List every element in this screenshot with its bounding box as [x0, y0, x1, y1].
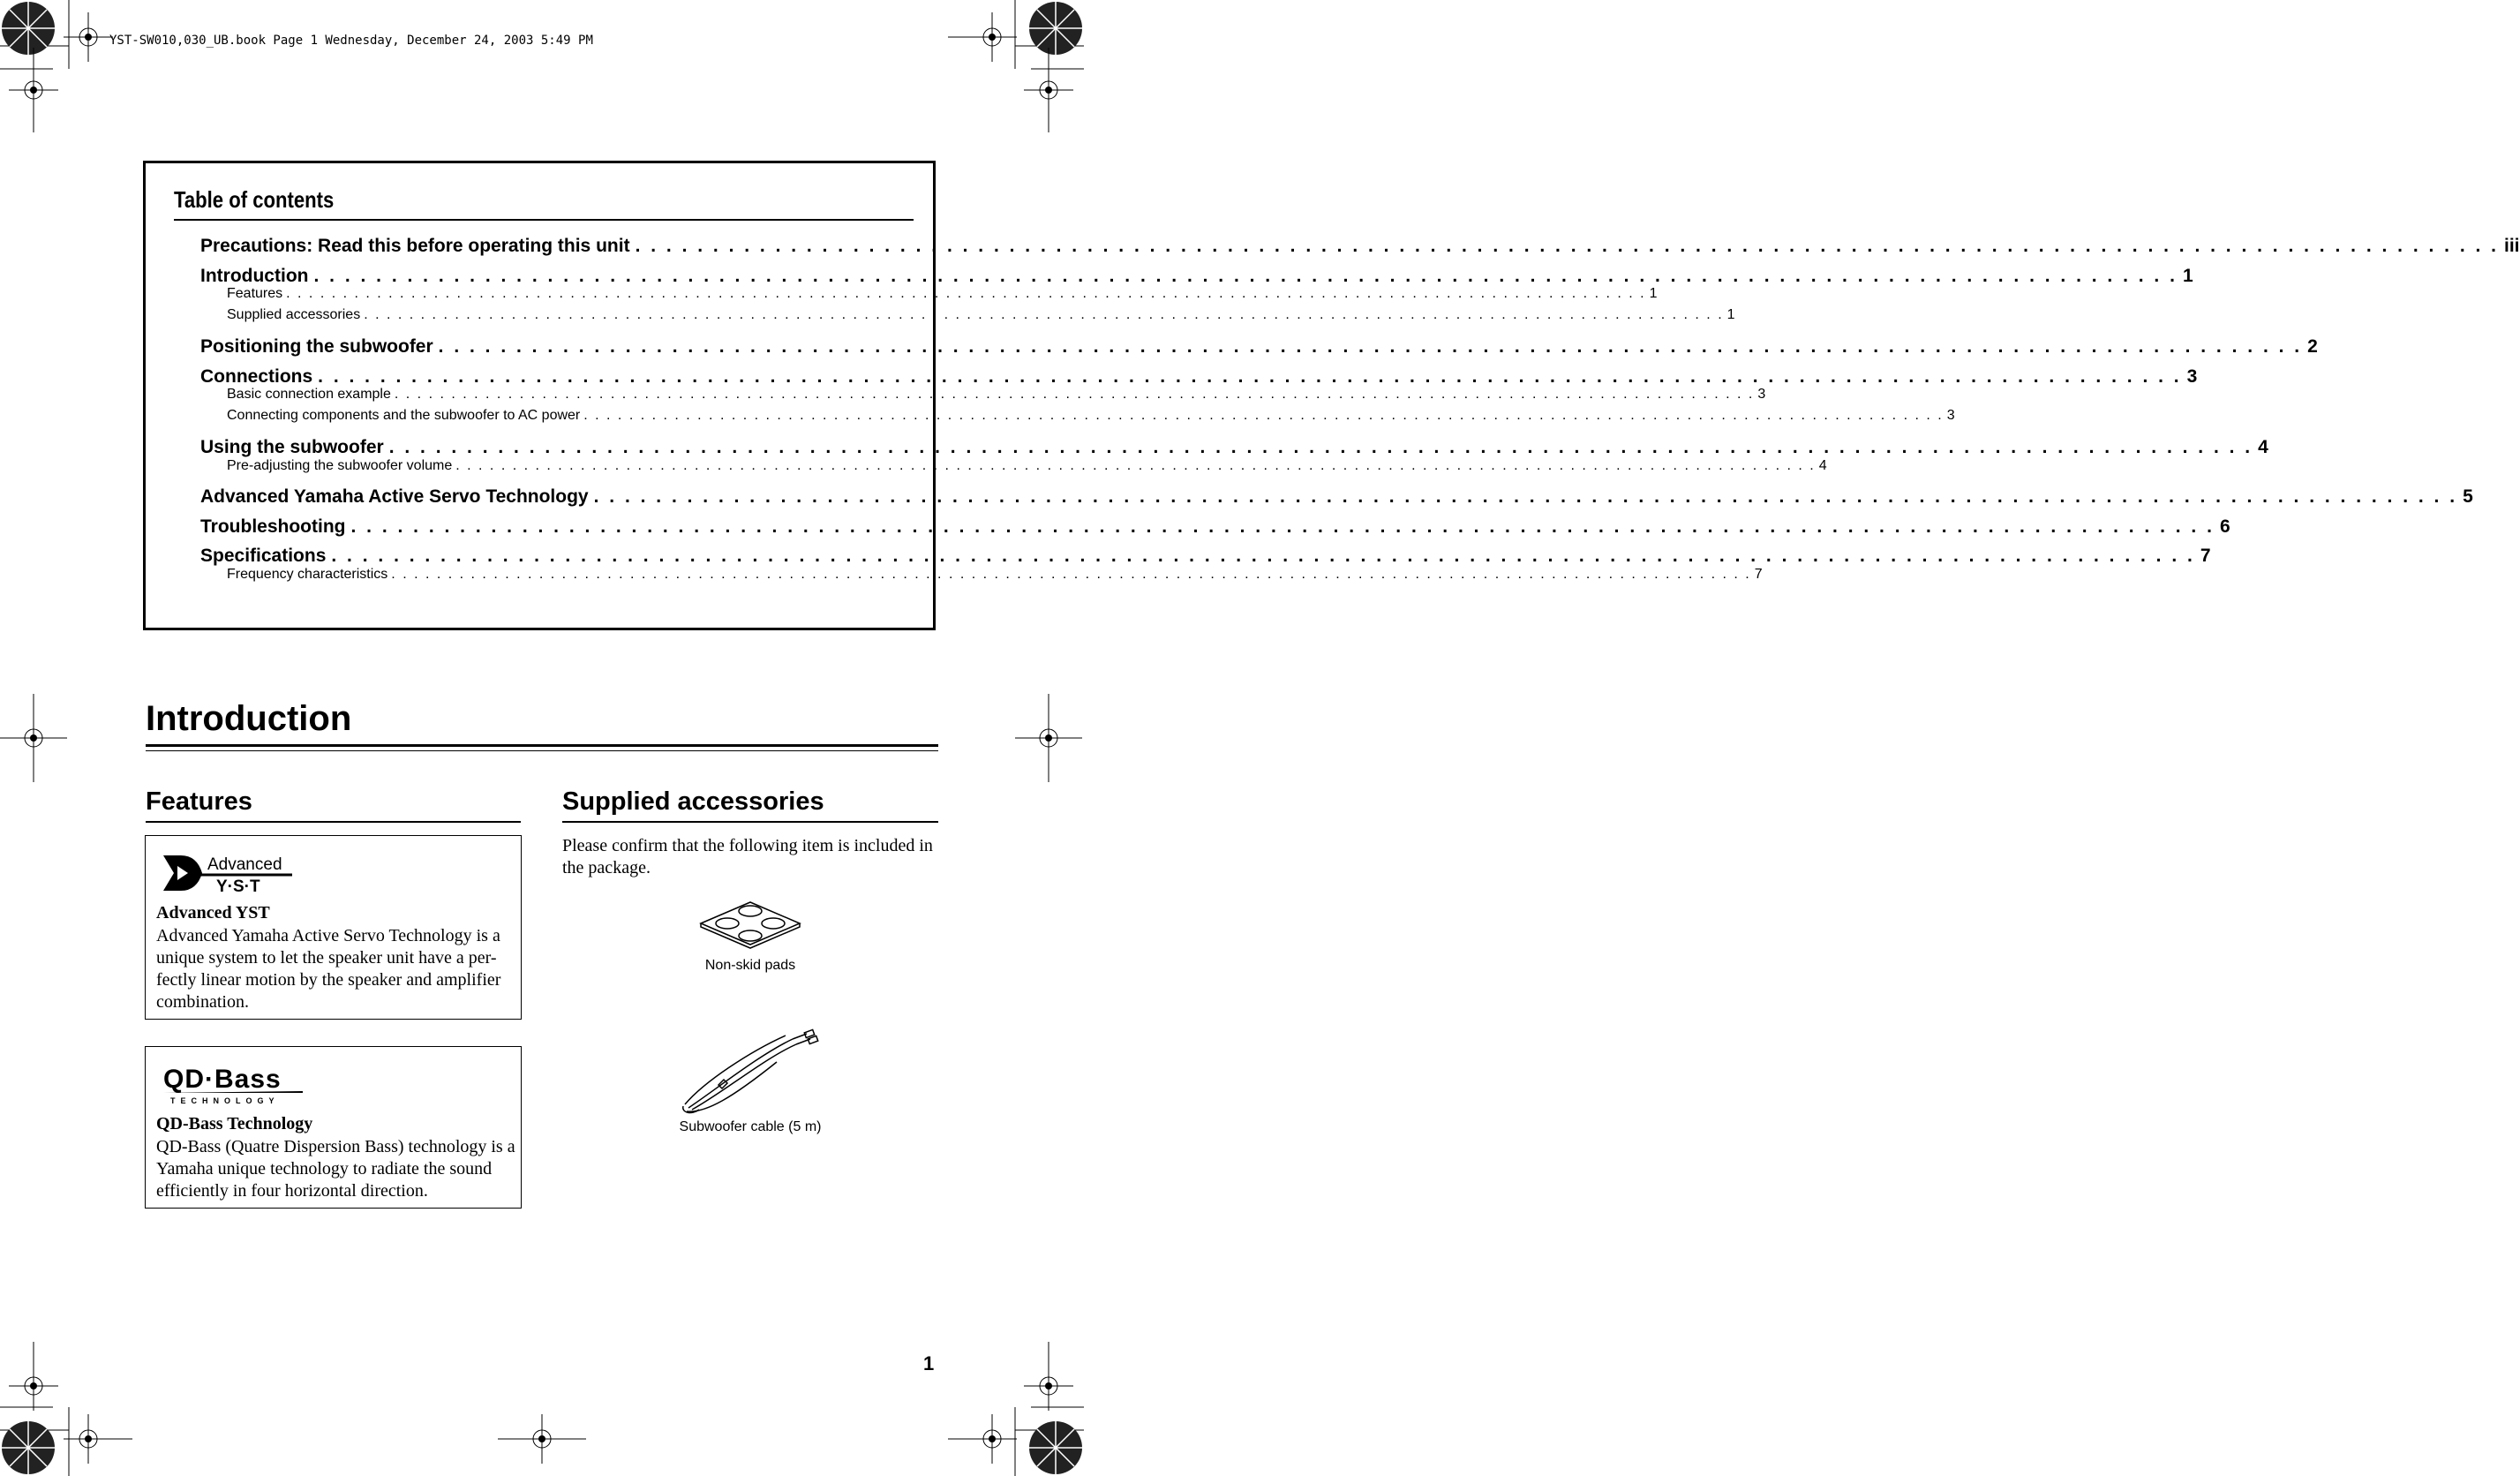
- toc-entry-label: Connections: [200, 366, 313, 387]
- feature-card-advanced-yst: [145, 835, 522, 1020]
- title-rule-thick: [146, 744, 938, 747]
- toc-entry-page: 3: [1757, 387, 1766, 402]
- features-rule: [146, 821, 521, 823]
- qd-bass-logo: [162, 1061, 312, 1105]
- toc-entry-page: 2: [2307, 336, 2318, 357]
- toc-leader-dots: . . . . . . . . . . . . . . . . . . . . . . . . . . . . . . . . . . . . . . . . . . . . . . . . . . . . . . . . . . . . . . . . . . . . . . . . . . . . . . . . . . . . . . . . . . . . . . . . . . . . . . . . . . . . . . . . . . . . . . . .: [394, 387, 1755, 402]
- toc-leader-dots: . . . . . . . . . . . . . . . . . . . . . . . . . . . . . . . . . . . . . . . . . . . . . . . . . . . . . . . . . . . . . . . . . . . . . . . . . . . . . . . . . . . . . . . . . . . . . . . . . . . . . . . . . . . . . . . . . . . . . . . .: [388, 437, 2253, 457]
- toc-entry-page: 4: [2258, 437, 2268, 457]
- toc-leader-dots: . . . . . . . . . . . . . . . . . . . . . . . . . . . . . . . . . . . . . . . . . . . . . . . . . . . . . . . . . . . . . . . . . . . . . . . . . . . . . . . . . . . . . . . . . . . . . . . . . . . . . . . . . . . . . . . . . . . . . . . .: [286, 286, 1646, 301]
- toc-entry-page: 6: [2219, 516, 2230, 537]
- toc-leader-dots: . . . . . . . . . . . . . . . . . . . . . . . . . . . . . . . . . . . . . . . . . . . . . . . . . . . . . . . . . . . . . . . . . . . . . . . . . . . . . . . . . . . . . . . . . . . . . . . . . . . . . . . . . . . . . . . . . . . . . . . .: [391, 567, 1751, 582]
- toc-leader-dots: . . . . . . . . . . . . . . . . . . . . . . . . . . . . . . . . . . . . . . . . . . . . . . . . . . . . . . . . . . . . . . . . . . . . . . . . . . . . . . . . . . . . . . . . . . . . . . . . . . . . . . . . . . . . . . . . . . . . . . . .: [455, 458, 1816, 473]
- toc-entry[interactable]: [200, 567, 1763, 583]
- toc-entry-label: Introduction: [200, 266, 309, 286]
- accessories-heading: Supplied accessories: [562, 787, 824, 816]
- toc-leader-dots: . . . . . . . . . . . . . . . . . . . . . . . . . . . . . . . . . . . . . . . . . . . . . . . . . . . . . . . . . . . . . . . . . . . . . . . . . . . . . . . . . . . . . . . . . . . . . . . . . . . . . . . . . . . . . . . . . . . . . . . .: [583, 408, 1944, 423]
- toc-entry[interactable]: [200, 437, 2268, 458]
- qd-bass-logo-line1: QD·Bass: [163, 1065, 282, 1094]
- toc-entry-label: Positioning the subwoofer: [200, 336, 433, 357]
- accessory-caption: Non-skid pads: [704, 958, 796, 973]
- feature-card-qd-bass: [145, 1046, 522, 1209]
- toc-entry[interactable]: [200, 336, 2318, 358]
- toc-entry-page: iii: [2504, 236, 2520, 256]
- advanced-yst-logo: [162, 852, 294, 894]
- toc-entry[interactable]: [200, 546, 2211, 567]
- toc-entry-page: 3: [1946, 408, 1955, 423]
- toc-entry[interactable]: [200, 408, 1955, 424]
- toc-entry-label: Specifications: [200, 546, 327, 566]
- toc-entry-page: 3: [2186, 366, 2198, 387]
- advanced-yst-logo-line1: Advanced: [207, 855, 282, 874]
- toc-box: [143, 161, 2520, 630]
- toc-entry[interactable]: [200, 286, 1658, 302]
- toc-entry[interactable]: [200, 307, 1735, 323]
- toc-entry-page: 5: [2463, 486, 2473, 507]
- accessory-caption: Subwoofer cable (5 m): [679, 1119, 822, 1134]
- toc-entry-page: 7: [2200, 546, 2211, 566]
- toc-entry-label: Advanced Yamaha Active Servo Technology: [200, 486, 589, 507]
- toc-entry-page: 7: [1754, 567, 1763, 582]
- toc-leader-dots: . . . . . . . . . . . . . . . . . . . . . . . . . . . . . . . . . . . . . . . . . . . . . . . . . . . . . . . . . . . . . . . . . . . . . . . . . . . . . . . . . . . . . . . . . . . . . . . . . . . . . . . . . . . . . . . . . . . . . . . .: [331, 546, 2195, 566]
- toc-entry-label: Pre-adjusting the subwoofer volume: [227, 458, 453, 473]
- toc-entry[interactable]: [200, 516, 2230, 538]
- toc-leader-dots: . . . . . . . . . . . . . . . . . . . . . . . . . . . . . . . . . . . . . . . . . . . . . . . . . . . . . . . . . . . . . . . . . . . . . . . . . . . . . . . . . . . . . . . . . . . . . . . . . . . . . . . . . . . . . . . . . . . . . . . .: [364, 307, 1724, 322]
- toc-entry[interactable]: [200, 486, 2473, 508]
- toc-leader-dots: . . . . . . . . . . . . . . . . . . . . . . . . . . . . . . . . . . . . . . . . . . . . . . . . . . . . . . . . . . . . . . . . . . . . . . . . . . . . . . . . . . . . . . . . . . . . . . . . . . . . . . . . . . . . . . . . . . . . . . . .: [313, 266, 2178, 286]
- page-title: Introduction: [146, 699, 352, 738]
- toc-leader-dots: . . . . . . . . . . . . . . . . . . . . . . . . . . . . . . . . . . . . . . . . . . . . . . . . . . . . . . . . . . . . . . . . . . . . . . . . . . . . . . . . . . . . . . . . . . . . . . . . . . . . . . . . . . . . . . . . . . . . . . . .: [318, 366, 2182, 387]
- toc-entry-label: Basic connection example: [227, 387, 391, 402]
- toc-entry-label: Supplied accessories: [227, 307, 361, 322]
- toc-entry-label: Connecting components and the subwoofer to AC power: [227, 408, 581, 423]
- feature-name: Advanced YST: [156, 903, 270, 922]
- toc-entry-page: 1: [1726, 307, 1735, 322]
- toc-leader-dots: . . . . . . . . . . . . . . . . . . . . . . . . . . . . . . . . . . . . . . . . . . . . . . . . . . . . . . . . . . . . . . . . . . . . . . . . . . . . . . . . . . . . . . . . . . . . . . . . . . . . . . . . . . . . . . . . . . . . . . . .: [438, 336, 2303, 357]
- toc-entry-label: Precautions: Read this before operating this unit: [200, 236, 630, 256]
- feature-name: QD-Bass Technology: [156, 1114, 313, 1133]
- page-number: 1: [923, 1352, 935, 1374]
- non-skid-pads-icon: [697, 899, 803, 952]
- qd-bass-logo-line2: TECHNOLOGY: [170, 1096, 280, 1105]
- toc-entry[interactable]: [200, 236, 2520, 257]
- toc-entry-label: Features: [227, 286, 283, 301]
- toc-entry[interactable]: [200, 266, 2193, 287]
- toc-leader-dots: . . . . . . . . . . . . . . . . . . . . . . . . . . . . . . . . . . . . . . . . . . . . . . . . . . . . . . . . . . . . . . . . . . . . . . . . . . . . . . . . . . . . . . . . . . . . . . . . . . . . . . . . . . . . . . . . . . . . . . . .: [593, 486, 2458, 507]
- toc-title: Table of contents: [174, 186, 335, 213]
- features-heading: Features: [146, 787, 252, 816]
- accessories-rule: [562, 821, 938, 823]
- toc-entry-page: 1: [2182, 266, 2193, 286]
- toc-entry-page: 1: [1649, 286, 1658, 301]
- accessories-intro: Please confirm that the following item is included in the package.: [562, 836, 933, 877]
- toc-entry[interactable]: [200, 458, 1827, 474]
- toc-entry[interactable]: [200, 366, 2198, 388]
- subwoofer-cable-icon: [680, 1028, 821, 1117]
- toc-leader-dots: . . . . . . . . . . . . . . . . . . . . . . . . . . . . . . . . . . . . . . . . . . . . . . . . . . . . . . . . . . . . . . . . . . . . . . . . . . . . . . . . . . . . . . . . . . . . . . . . . . . . . . . . . . . . . . . . . . . . . . . .: [350, 516, 2215, 537]
- feature-description: Advanced Yamaha Active Servo Technology is a unique system to let the speaker unit have a per-fectly linear motion by the speaker and amplifier combination.: [156, 926, 501, 1012]
- toc-leader-dots: . . . . . . . . . . . . . . . . . . . . . . . . . . . . . . . . . . . . . . . . . . . . . . . . . . . . . . . . . . . . . . . . . . . . . . . . . . . . . . . . . . . . . . . . . . . . . . . . . . . . . . . . . . . . . . . . . . . . . . . .: [635, 236, 2500, 256]
- feature-description: QD-Bass (Quatre Dispersion Bass) technology is a Yamaha unique technology to radiate the sound efficiently in four horizontal direction.: [156, 1137, 515, 1201]
- title-rule-thin: [146, 750, 938, 751]
- toc-entry-label: Using the subwoofer: [200, 437, 384, 457]
- advanced-yst-logo-line2: Y·S·T: [216, 877, 260, 896]
- toc-entry[interactable]: [200, 387, 1766, 403]
- file-info-header: YST-SW010,030_UB.book Page 1 Wednesday, December 24, 2003 5:49 PM: [109, 34, 593, 48]
- toc-entry-page: 4: [1818, 458, 1827, 473]
- toc-title-rule: [174, 219, 914, 221]
- toc-entry-label: Troubleshooting: [200, 516, 346, 537]
- toc-entry-label: Frequency characteristics: [227, 567, 388, 582]
